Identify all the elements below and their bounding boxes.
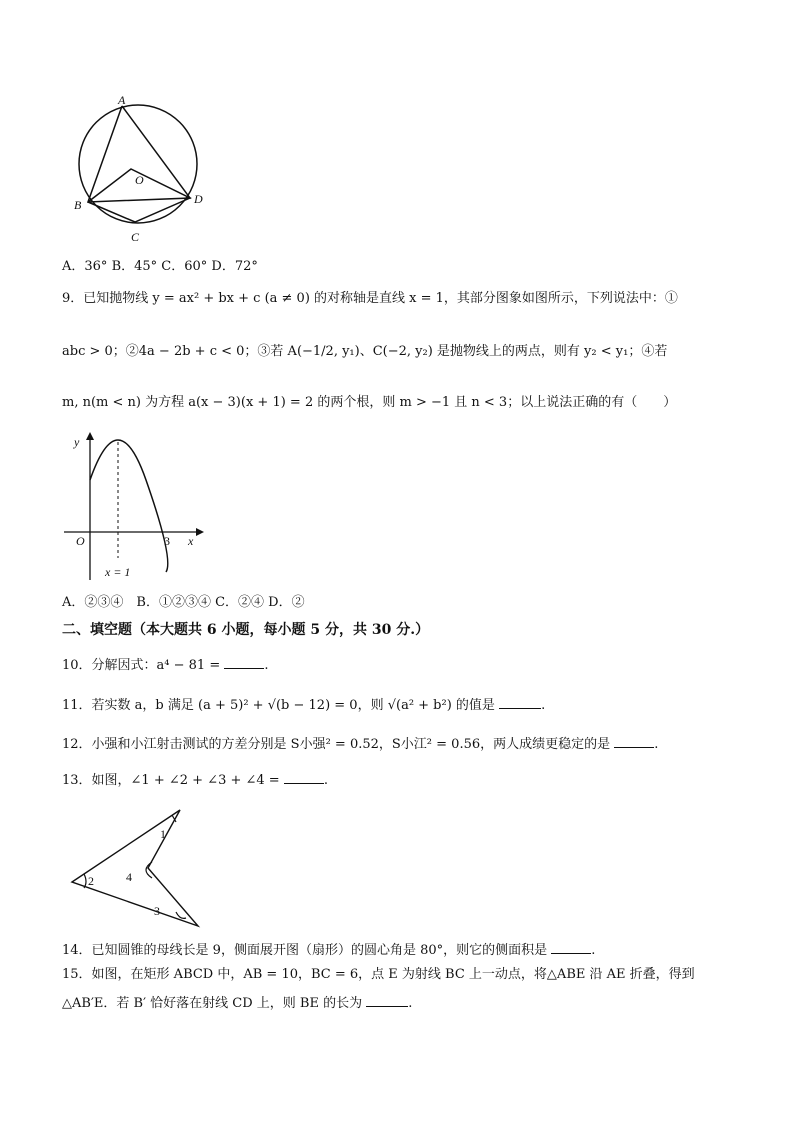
label-b: B (74, 198, 82, 212)
q14-blank (551, 941, 591, 954)
q15-line1: 15．如图，在矩形 ABCD 中，AB = 10，BC = 6，点 E 为射线 BC 上一动点，将△ABE 沿 AE 折叠，得到 (62, 967, 695, 982)
q10-text: 10．分解因式：a⁴ − 81 = (62, 658, 221, 673)
q15-blank (366, 994, 408, 1007)
q10-blank (224, 656, 264, 669)
q9-line1: 9．已知抛物线 y = ax² + bx + c (a ≠ 0) 的对称轴是直线 x = 1，其部分图象如图所示，下列说法中：① (62, 291, 678, 306)
angle-label-3: 3 (154, 904, 160, 918)
concave-quadrilateral (72, 810, 198, 926)
q13-text: 13．如图，∠1 + ∠2 + ∠3 + ∠4 = (62, 773, 280, 788)
parabola-figure (62, 428, 212, 588)
x-label: x (188, 534, 194, 548)
q11-end: . (541, 698, 546, 713)
arc-3 (176, 912, 186, 918)
q15-end: . (408, 996, 413, 1011)
y-arrow-icon (86, 432, 94, 440)
q9-options: A．②③④ B．①②③④ C．②④ D．② (62, 595, 305, 610)
q11-blank (499, 696, 541, 709)
triangle-abd (88, 106, 190, 202)
q11-text: 11．若实数 a，b 满足 (a + 5)² + √(b − 12) = 0，则 √(a² + b²) 的值是 (62, 698, 495, 713)
q14-end: . (591, 943, 596, 958)
axis-label: x = 1 (105, 565, 131, 579)
q12-end: . (654, 737, 659, 752)
section2-title: 二、填空题（本大题共 6 小题，每小题 5 分，共 30 分.） (62, 622, 430, 638)
angle-label-4: 4 (126, 870, 132, 884)
q14-text: 14．已知圆锥的母线长是 9，侧面展开图（扇形）的圆心角是 80°，则它的侧面积是 (62, 943, 548, 958)
angle-label-2: 2 (88, 874, 94, 888)
q9-line2: abc > 0；②4a − 2b + c < 0；③若 A(−1/2, y₁)、C(−2, y₂) 是抛物线上的两点，则有 y₂ < y₁；④若 (62, 344, 668, 359)
label-c: C (131, 230, 140, 244)
y-label: y (74, 435, 80, 449)
q13-end: . (323, 773, 328, 788)
q13 (62, 771, 328, 790)
origin-label: O (76, 534, 85, 548)
q12-blank (614, 735, 654, 748)
q12-text: 12．小强和小江射击测试的方差分别是 S小强² = 0.52，S小江² = 0.56，两人成绩更稳定的是 (62, 737, 611, 752)
parabola-curve (90, 440, 168, 572)
x-arrow-icon (196, 528, 204, 536)
q15-line2 (62, 994, 412, 1013)
q8-options: A．36° B．45° C．60° D．72° (62, 259, 258, 274)
q12 (62, 735, 658, 754)
q10-end: . (264, 658, 269, 673)
root-label: 3 (164, 534, 170, 548)
circle-figure (72, 92, 212, 252)
q9-line3: m, n(m < n) 为方程 a(x − 3)(x + 1) = 2 的两个根，则 m > −1 且 n < 3；以上说法正确的有（ ） (62, 395, 677, 410)
q15-text: △AB′E．若 B′ 恰好落在射线 CD 上，则 BE 的长为 (62, 996, 363, 1011)
q14 (62, 941, 595, 960)
label-d: D (194, 192, 203, 206)
q10 (62, 656, 269, 675)
q11 (62, 696, 545, 715)
q13-blank (284, 771, 324, 784)
label-a: A (118, 93, 126, 107)
angles-figure (68, 808, 208, 933)
angle-label-1: 1 (160, 827, 166, 841)
label-o: O (135, 173, 144, 187)
